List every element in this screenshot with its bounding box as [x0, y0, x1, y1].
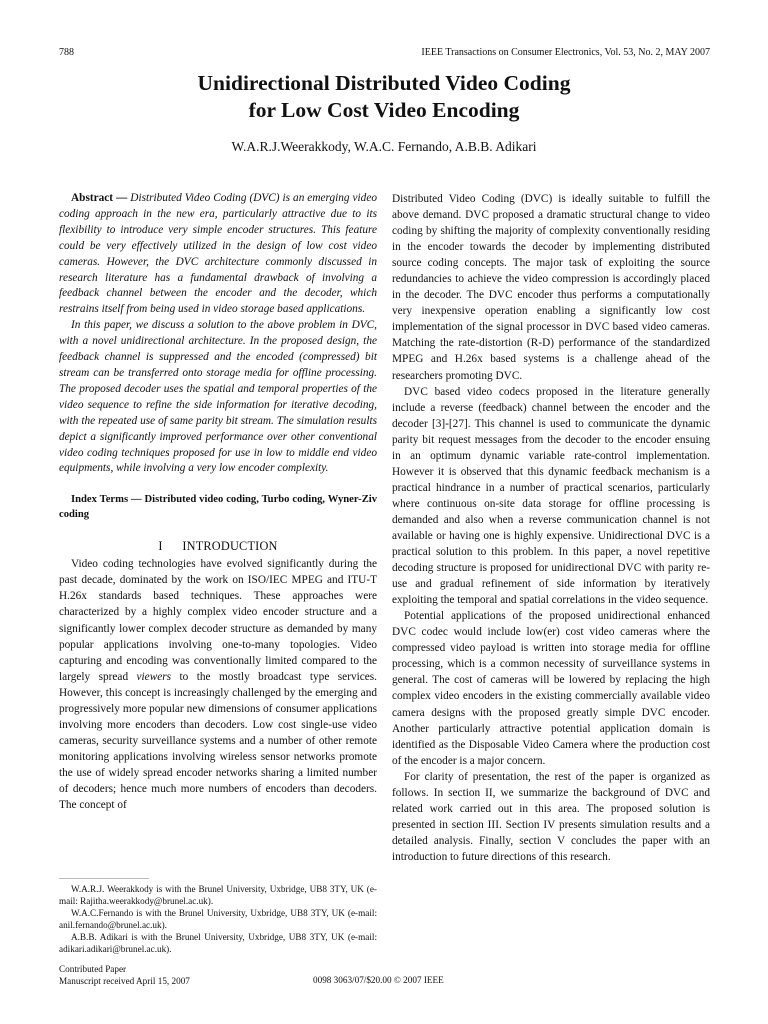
- introduction-body: [59, 556, 377, 813]
- journal-header: IEEE Transactions on Consumer Electronics, Vol. 53, No. 2, MAY 2007: [421, 47, 710, 58]
- right-paragraph-4: For clarity of presentation, the rest of the paper is organized as follows. In section II, we summarize the background of DVC and related work carried out in this area. The proposed solution is presented in section III. Section IV presents simulation results and a detailed analysis. Finally, section V concludes the paper with an introduction to future directions of this research.: [392, 770, 710, 863]
- right-paragraph-2: DVC based video codecs proposed in the literature generally include a reverse (feedback) channel between the encoder and the decoder [3]-[27]. This channel is used to communicate the dynamic parity bit request messages from the decoder to the encoder ensuing in an optimum dynamic variable rate-control implementation. However it is observed that this dynamic feedback mechanism is a practical hindrance in a number of practical scenarios, particularly where continuous on-site data storage for offline processing is demanded and also when a reverse communication channel is not available or having one is highly expensive. Unidirectional DVC is a practical solution to this problem. In this paper, a novel repetitive decoding structure is proposed for unidirectional DVC with parity re-use and gradual refinement of side information by iteratively exploiting the temporal and spatial correlations in the video sequence.: [392, 385, 710, 607]
- right-column: [392, 191, 710, 865]
- manuscript-received: Manuscript received April 15, 2007: [59, 976, 190, 986]
- section-heading-introduction: I INTRODUCTION: [158, 539, 278, 554]
- publication-info: [59, 963, 190, 987]
- abstract: [59, 191, 377, 477]
- introduction-paragraph-1: [59, 556, 377, 813]
- abstract-paragraph-2: In this paper, we discuss a solution to the above problem in DVC, with a novel unidirectional architecture. In the proposed design, the feedback channel is suppressed and the encoded (compressed) bit stream can be transferred onto storage media for offline processing. The proposed decoder uses the spatial and temporal properties of the video sequence to refine the side information for iterative decoding, with the repeated use of same parity bit stream. The simulation results depict a significantly improved performance over other conventional video coding techniques proposed for use in low to middle end video equipments, while involving a very low encoder complexity.: [59, 319, 377, 475]
- page-number: 788: [59, 47, 74, 58]
- footnote-2: W.A.C.Fernando is with the Brunel University, Uxbridge, UB8 3TY, UK (e-mail: anil.fernando@brunel.ac.uk).: [59, 908, 377, 930]
- footnote-divider: [59, 878, 149, 879]
- contributed-paper-label: Contributed Paper: [59, 964, 127, 974]
- paper-title: [60, 70, 708, 124]
- abstract-dash: —: [113, 192, 131, 204]
- title-line-1: Unidirectional Distributed Video Coding: [197, 71, 571, 95]
- right-paragraph-3: Potential applications of the proposed unidirectional enhanced DVC codec would include low(er) cost video cameras where the compressed video payload is written into storage media for offline processing, which is a common necessity of surveillance systems in general. The cost of cameras will be lowered by replacing the high complex video encoders in the existing commercially available video camera designs with the proposed greatly simple DVC encoder. Another particularly attractive potential application domain is identified as the Disposable Video Camera where the production cost of the encoder is a major concern.: [392, 610, 710, 767]
- footnotes: [59, 883, 377, 955]
- author-list: W.A.R.J.Weerakkody, W.A.C. Fernando, A.B.B. Adikari: [231, 139, 537, 154]
- index-terms: Index Terms — Distributed video coding, Turbo coding, Wyner-Ziv coding: [59, 494, 377, 521]
- issn-copyright: 0098 3063/07/$20.00 © 2007 IEEE: [313, 975, 444, 985]
- abstract-paragraph-1: [59, 191, 377, 318]
- intro-text-viewers: viewers: [136, 670, 172, 683]
- intro-text-b: to the mostly broadcast type services. However, this concept is increasingly challenged by the emerging and progressively more popular new dimensions of consumer applications involving more encoders than decoders. Low cost single-use video cameras, security surveillance systems and a number of other remote monitoring applications involving wireless sensor networks promote the use of widely spread encoder networks sharing a limited number of decoders; hence much more numbers of encoders than decoders. The concept of: [59, 670, 377, 812]
- left-column: [59, 191, 377, 813]
- title-line-2: for Low Cost Video Encoding: [248, 98, 520, 122]
- abstract-label: Abstract: [71, 192, 114, 204]
- footnote-3: A.B.B. Adikari is with the Brunel University, Uxbridge, UB8 3TY, UK (e-mail: adikari.adikari@brunel.ac.uk).: [59, 932, 377, 954]
- right-paragraph-1: Distributed Video Coding (DVC) is ideally suitable to fulfill the above demand. DVC proposed a dramatic structural change to video coding by shifting the majority of complexity conventionally residing in the encoder towards the decoder by implementing distributed source coding concepts. The major task of exploiting the source redundancies to achieve the video compression is accordingly placed in the decoder. The DVC encoder thus performs a computationally very inexpensive operation enabling a significantly low cost implementation of the signal processor in DVC based video cameras. Matching the rate-distortion (R-D) performance of the standardized MPEG and H.26x based systems is a challenge ahead of the researchers promoting DVC.: [392, 193, 710, 382]
- footnote-1: W.A.R.J. Weerakkody is with the Brunel University, Uxbridge, UB8 3TY, UK (e-mail: Rajitha.weerakkody@brunel.ac.uk).: [59, 884, 377, 906]
- intro-text-a: Video coding technologies have evolved significantly during the past decade, dominated by the work on ISO/IEC MPEG and ITU-T H.26x standards based techniques. These approaches were characterized by a highly complex video encoder structure and a significantly lower complex decoder structure as demanded by many popular applications involving one-to-many topologies. Video capturing and encoding was conventionally limited compared to the largely spread: [59, 558, 377, 683]
- abstract-text-1: Distributed Video Coding (DVC) is an emerging video coding approach in the new era, particularly attractive due to its flexibility to introduce very simple encoder structures. This feature could be very effectively utilized in the design of low cost video cameras. However, the DVC architecture commonly discussed in research literature has a fundamental drawback of involving a feedback channel between the encoder and the decoder, which restrains itself from being used in video storage based applications.: [59, 192, 377, 316]
